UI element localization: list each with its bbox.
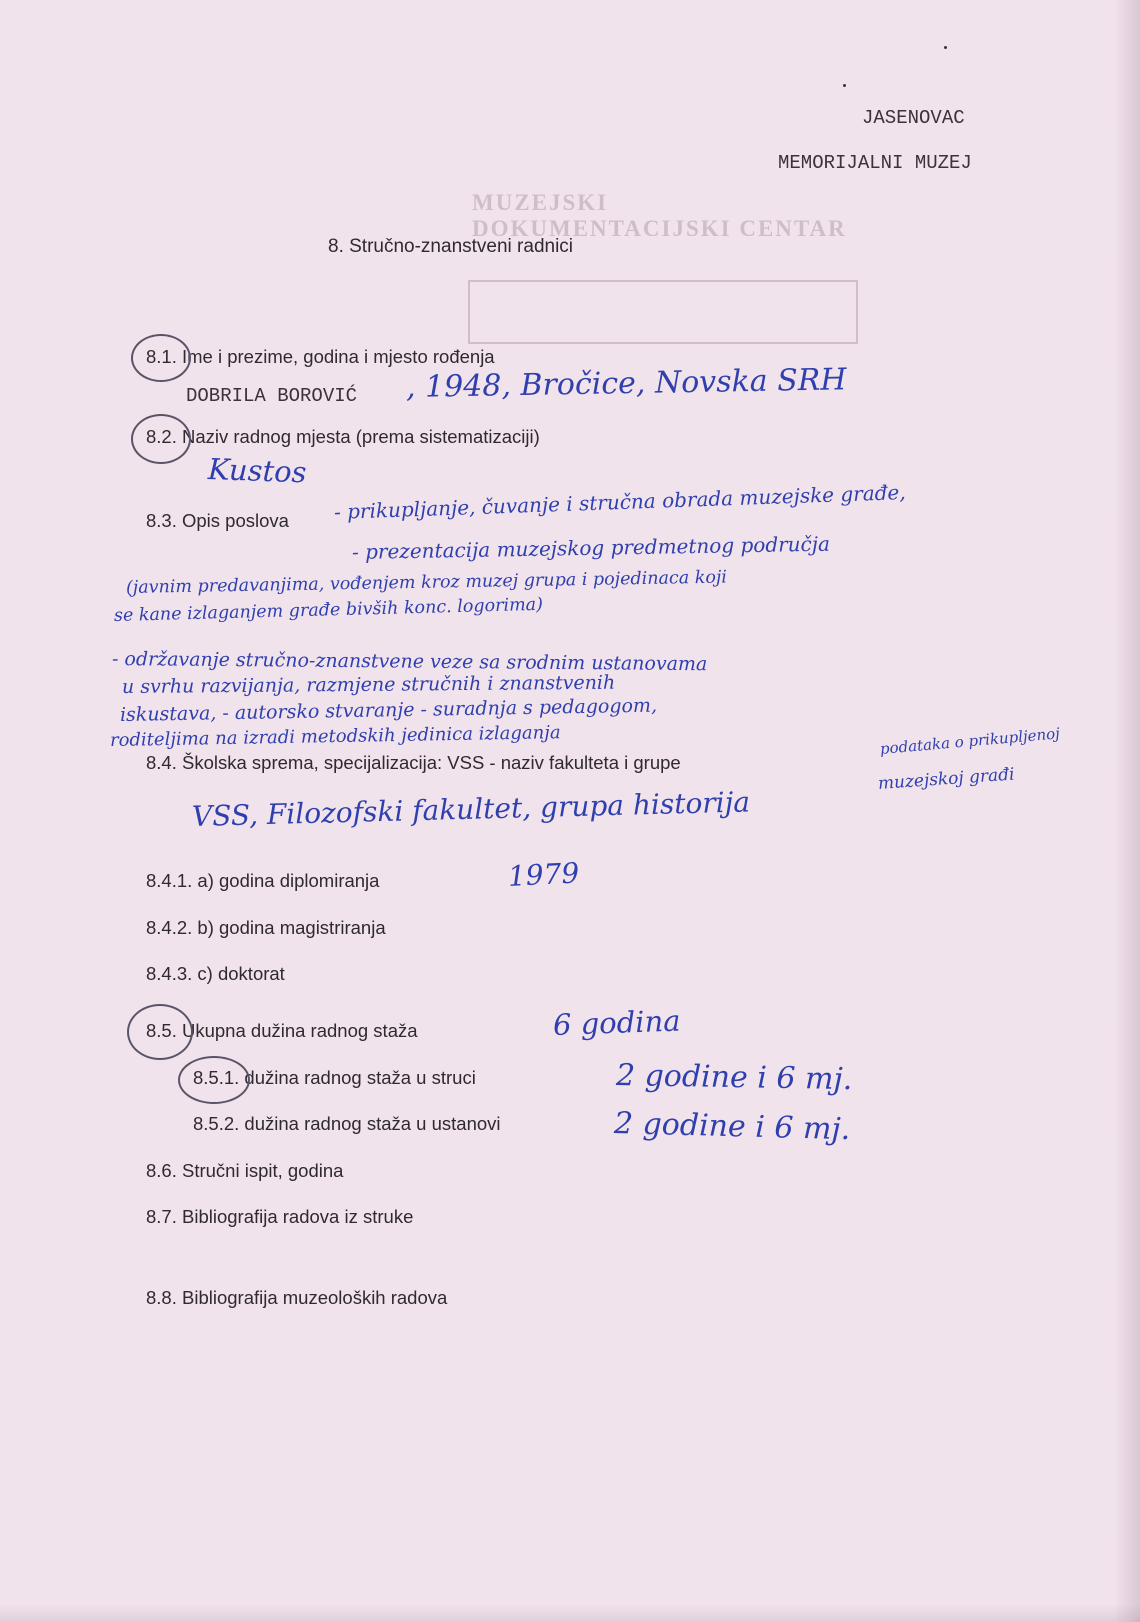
field-8-1: 8.1. Ime i prezime, godina i mjesto rođenja bbox=[146, 346, 495, 367]
field-8-5-2: 8.5.2. dužina radnog staža u ustanovi bbox=[193, 1113, 501, 1134]
handwritten-birth: , 1948, Bročice, Novska SRH bbox=[405, 362, 847, 405]
page-shadow bbox=[0, 1604, 1140, 1622]
field-8-4-3: 8.4.3. c) doktorat bbox=[146, 963, 285, 984]
duties-line: muzejskoj građi bbox=[877, 764, 1016, 794]
page-edge bbox=[1116, 0, 1140, 1622]
speck bbox=[944, 46, 947, 49]
handwritten-position: Kustos bbox=[207, 452, 308, 490]
duties-line: - prezentacija muzejskog predmetnog područja bbox=[351, 531, 831, 564]
duties-line: podataka o prikupljenoj bbox=[879, 724, 1061, 758]
field-8-6: 8.6. Stručni ispit, godina bbox=[146, 1160, 344, 1181]
field-8-7: 8.7. Bibliografija radova iz struke bbox=[146, 1206, 414, 1227]
handwritten-service-institution: 2 godine i 6 mj. bbox=[613, 1106, 851, 1148]
header-museum: MEMORIJALNI MUZEJ bbox=[778, 152, 972, 174]
section-title: 8. Stručno-znanstveni radnici bbox=[328, 236, 574, 257]
circle-mark-8-2 bbox=[131, 414, 191, 464]
handwritten-diploma-year: 1979 bbox=[507, 856, 581, 893]
typed-name: DOBRILA BOROVIĆ bbox=[186, 385, 358, 407]
field-8-2: 8.2. Naziv radnog mjesta (prema sistematizaciji) bbox=[146, 426, 540, 447]
handwritten-total-service: 6 godina bbox=[552, 1003, 682, 1042]
faint-stamp bbox=[462, 190, 862, 340]
duties-line: - prikupljanje, čuvanje i stručna obrada muzejske građe, bbox=[333, 480, 907, 524]
field-8-4: 8.4. Školska sprema, specijalizacija: VSS - naziv fakulteta i grupe bbox=[146, 752, 681, 773]
field-8-8: 8.8. Bibliografija muzeoloških radova bbox=[146, 1287, 448, 1308]
field-8-3: 8.3. Opis poslova bbox=[146, 510, 289, 531]
field-8-5: 8.5. Ukupna dužina radnog staža bbox=[146, 1020, 418, 1041]
field-8-4-2: 8.4.2. b) godina magistriranja bbox=[146, 917, 386, 938]
field-8-5-1: 8.5.1. dužina radnog staža u struci bbox=[193, 1067, 476, 1088]
header-jasenovac: JASENOVAC bbox=[862, 107, 965, 129]
duties-line: u svrhu razvijanja, razmjene stručnih i znanstvenih bbox=[121, 671, 616, 698]
duties-line: - održavanje stručno-znanstvene veze sa srodnim ustanovama bbox=[111, 648, 708, 676]
handwritten-service-profession: 2 godine i 6 mj. bbox=[615, 1058, 853, 1098]
field-8-4-1: 8.4.1. a) godina diplomiranja bbox=[146, 870, 380, 891]
handwritten-education: VSS, Filozofski fakultet, grupa historija bbox=[191, 785, 751, 833]
duties-line: iskustava, - autorsko stvaranje - suradnja s pedagogom, bbox=[119, 694, 658, 726]
speck bbox=[843, 84, 846, 87]
circle-mark-8-5-1 bbox=[178, 1056, 250, 1104]
duties-line: se kane izlaganjem građe bivših konc. logorima) bbox=[113, 594, 544, 626]
circle-mark-8-1 bbox=[131, 334, 191, 382]
circle-mark-8-5 bbox=[127, 1004, 193, 1060]
duties-line: (javnim predavanjima, vođenjem kroz muzej grupa i pojedinaca koji bbox=[125, 567, 728, 598]
duties-line: roditeljima na izradi metodskih jedinica izlaganja bbox=[109, 722, 561, 751]
stamp-text: MUZEJSKI DOKUMENTACIJSKI CENTAR bbox=[472, 190, 847, 241]
stamp-box bbox=[468, 280, 858, 344]
